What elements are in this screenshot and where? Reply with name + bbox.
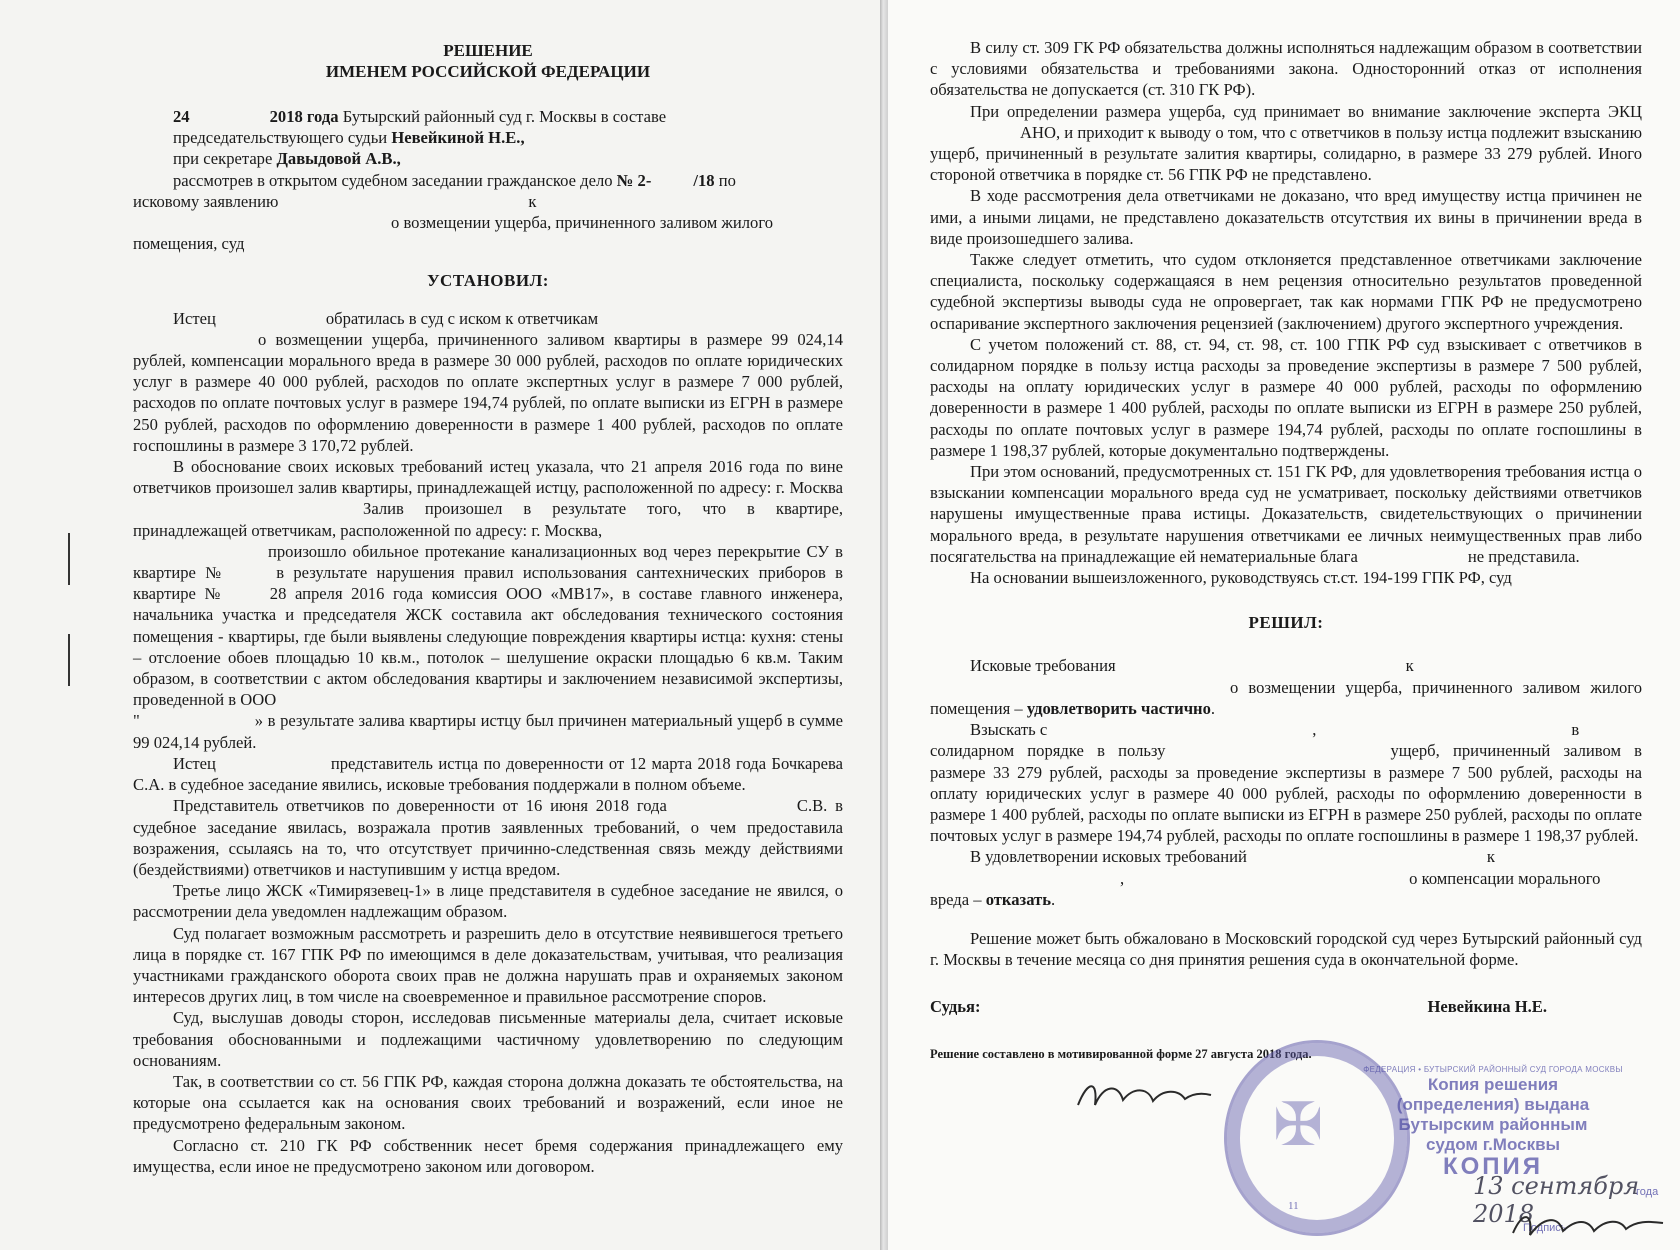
stamp-signature [1508, 1205, 1668, 1245]
signature-row [930, 996, 1642, 1017]
stamp-year-word: года [1636, 1186, 1659, 1198]
section-decided: РЕШИЛ: [1248, 613, 1324, 633]
decision-1: Исковые требования к о возмещении ущерба, причиненного заливом жилого помещения – удовлетворить частично. [930, 656, 1642, 718]
intro-chair: председательствующего судьи Невейкиной Н.Е., [173, 128, 525, 148]
paragraph: Суд, выслушав доводы сторон, исследовав письменные материалы дела, считает исковые требования обоснованными и подлежащими частичному удовлетворению по следующим основаниям. [133, 1008, 843, 1070]
judge-label: Судья: [930, 997, 981, 1017]
stamp-date: 13 сентября 2018 [1473, 1172, 1640, 1228]
intro-date-line: 24 2018 года Бутырский районный суд г. Москвы в составе [173, 107, 667, 126]
intro-secretary: при секретаре Давыдовой А.В., [173, 149, 401, 169]
doc-subtitle: ИМЕНЕМ РОССИЙСКОЙ ФЕДЕРАЦИИ [325, 62, 651, 81]
paragraph: С учетом положений ст. 88, ст. 94, ст. 98, ст. 100 ГПК РФ суд взыскивает с ответчиков в солидарном порядке в пользу истца расходы за проведение экспертизы в размере 7 500 рублей, расходы на оплату юридических услуг в размере 40 000 рублей, расходы по оформлению доверенности в размере 1 400 рублей, расходы по оплате выписки из ЕГРН в размере 250 рублей, расходы по оплате почтовых услуг в размере 194,74 рублей, расходы по оплате госпошлины в размере 1 198,37 рублей, которые документально подтверждены. [930, 334, 1642, 460]
paragraph: В обоснование своих исковых требований истец указала, что 21 апреля 2016 года по вине ответчиков произошел залив квартиры, принадлежащей истцу, расположенной по адресу: г. МоскваЗалив произошел в результате того, что в квартире, принадлежащей ответчикам, расположенной по адресу: г. Москва, произошло обильное протекание канализационных вод через перекрытие СУ в квартире № в результате нарушения правил использования сантехнических приборов в квартире № 28 апреля 2016 года комиссия ООО «МВ17», в составе главного инженера, начальника участка и председателя ЖСК составила акт обследования технического состояния помещения - квартиры, где были выявлены следующие повреждения квартиры истца: кухня: стены – отслоение обоев площадью 10 кв.м., потолок – шелушение окраски площадью 6 кв.м. Таким образом, в соответствии с актом обследования квартиры и заключением независимой экспертизы, проведенной в ООО " » в результате залива квартиры истцу был причинен материальный ущерб в сумме 99 024,14 рублей. [133, 457, 843, 752]
judge-signature [1073, 1075, 1213, 1115]
paragraph: Представитель ответчиков по доверенности от 16 июня 2018 года С.В. в судебное заседание явилась, возражала против заявленных требований, о чем предоставила возражения, ссылаясь на то, что отсутствует причинно-следственная связь между действиями (бездействиями) ответчиков и наступившим у истца вредом. [133, 796, 843, 879]
paragraph: При этом оснований, предусмотренных ст. 151 ГК РФ, для удовлетворения требования истца о взыскании компенсации морального вреда суд не усматривает, поскольку действиями ответчиков нарушены имущественные права истицы. Доказательств, свидетельствующих о причинении морального вреда, в результате нарушения ответчиками ее личных неимущественных прав либо посягательства на принадлежащие ей нематериальные блага не представила. [930, 462, 1642, 566]
page-number: 11 [1288, 1200, 1299, 1212]
judge-name: Невейкина Н.Е. [1427, 997, 1547, 1017]
paragraph: Третье лицо ЖСК «Тимирязевец-1» в лице представителя в судебное заседание не явился, о рассмотрении дела уведомлен надлежащим образом. [133, 881, 843, 922]
left-text [133, 40, 843, 1177]
paragraph: Так, в соответствии со ст. 56 ГПК РФ, каждая сторона должна доказать те обстоятельства, на которые она ссылается как на основания своих требований и возражений, если иное не предусмотрено федеральным законом. [133, 1071, 843, 1134]
composed-note: Решение составлено в мотивированной форме 27 августа 2018 года. [930, 1046, 1312, 1061]
copy-stamp: ФЕДЕРАЦИЯ • БУТЫРСКИЙ РАЙОННЫЙ СУД ГОРОДА МОСКВЫ Копия решения (определения) выдана Бутырским районным судом г.Москвы КОПИЯ [1363, 1065, 1623, 1180]
eagle-emblem-icon: ✠ [1273, 1092, 1324, 1158]
intro-claim: исковому заявлению к о возмещении ущерба, причиненного заливом жилого помещения, суд [133, 191, 774, 254]
paragraph: Истец обратилась в суд с иском к ответчикам о возмещении ущерба, причиненного заливом квартиры в размере 99 024,14 рублей, компенсации морального вреда в размере 30 000 рублей, расходов по оплате юридических услуг в размере 40 000 рублей, расходов по оплате экспертных услуг в размере 7 000 рублей, расходов по оплате почтовых услуг в размере 194,74 рублей, по оплате выписки из ЕГРН в размере 250 рублей, расходов по оформлению доверенности в размере 1 400 рублей, расходов по оплате госпошлины в размере 3 170,72 рублей. [133, 308, 843, 455]
paragraph: При определении размера ущерба, суд принимает во внимание заключение эксперта ЭКЦАНО, и приходит к выводу о том, что с ответчиков в пользу истца подлежит взысканию ущерб, причиненный в результате залития квартиры, солидарно, в размере 33 279 рублей. Иного стороной ответчика в порядке ст. 56 ГПК РФ не представлено. [930, 101, 1642, 185]
decision-2: Взыскать с , в солидарном порядке в пользу ущерб, причиненный заливом в размере 33 279 рублей, расходы за проведение экспертизы в размере 7 500 рублей, расходы на оплату юридических услуг в размере 40 000 рублей, расходы по оформлению доверенности в размере 1 400 рублей, расходы по оплате выписки из ЕГРН в размере 250 рублей, расходы по оплате почтовых услуг в размере 194,74 рублей, расходы по оплате госпошлины в размере 1 198,37 рублей. [930, 720, 1642, 846]
paragraph: Согласно ст. 210 ГК РФ собственник несет бремя содержания принадлежащего ему имущества, если иное не предусмотрено законом или договором. [133, 1135, 843, 1176]
paragraph: Суд полагает возможным рассмотреть и разрешить дело в отсутствие неявившегося третьего лица в порядке ст. 167 ГПК РФ по имеющимся в деле доказательствам, учитывая, что реализация участниками гражданского оборота своих прав не должна нарушать прав и охраняемых законом интересов других лиц, в том числе на своевременное и правильное рассмотрение споров. [133, 923, 843, 1007]
paragraph: На основании вышеизложенного, руководствуясь ст.ст. 194-199 ГПК РФ, суд [970, 568, 1512, 588]
margin-mark [68, 634, 70, 686]
margin-mark [68, 533, 70, 585]
paragraph: Также следует отметить, что судом отклоняется представленное ответчиками заключение специалиста, поскольку содержащаяся в нем рецензия относительно результатов проведенной судебной экспертизы выводы суда не опровергает, так как нормами ГПК РФ не предусмотрено оспаривание экспертного заключения рецензией (заключением) другого экспертного учреждения. [930, 250, 1642, 333]
paragraph: В ходе рассмотрения дела ответчиками не доказано, что вред имуществу истца причинен не ими, а иными лицами, не представлено доказательств отсутствия их вины в причинении вреда в виде произошедшего залива. [930, 186, 1642, 248]
intro-case: рассмотрев в открытом судебном заседании гражданское дело № 2- /18 по [173, 170, 736, 190]
paragraph: Истец представитель истца по доверенности от 12 марта 2018 года Бочкарева С.А. в судебное заседание явились, исковые требования поддержали в полном объеме. [133, 753, 843, 795]
right-page [888, 0, 1680, 1250]
decision-3: В удовлетворении исковых требований к , о компенсации морального вреда – отказать. [930, 847, 1601, 909]
stamp-signature-label: Подпись [1523, 1222, 1567, 1234]
book-spine [880, 0, 888, 1250]
paragraph: В силу ст. 309 ГК РФ обязательства должны исполняться надлежащим образом в соответствии с условиями обязательства и требованиями закона. Односторонний отказ от исполнения обязательства не допускается (ст. 310 ГК РФ). [930, 38, 1642, 100]
section-established: УСТАНОВИЛ: [427, 271, 549, 291]
doc-title: РЕШЕНИЕ [443, 41, 533, 60]
right-text [930, 37, 1642, 1065]
appeal-text: Решение может быть обжаловано в Московский городской суд через Бутырский районный суд г. Москвы в течение месяца со дня принятия решения суда в окончательной форме. [930, 928, 1642, 970]
